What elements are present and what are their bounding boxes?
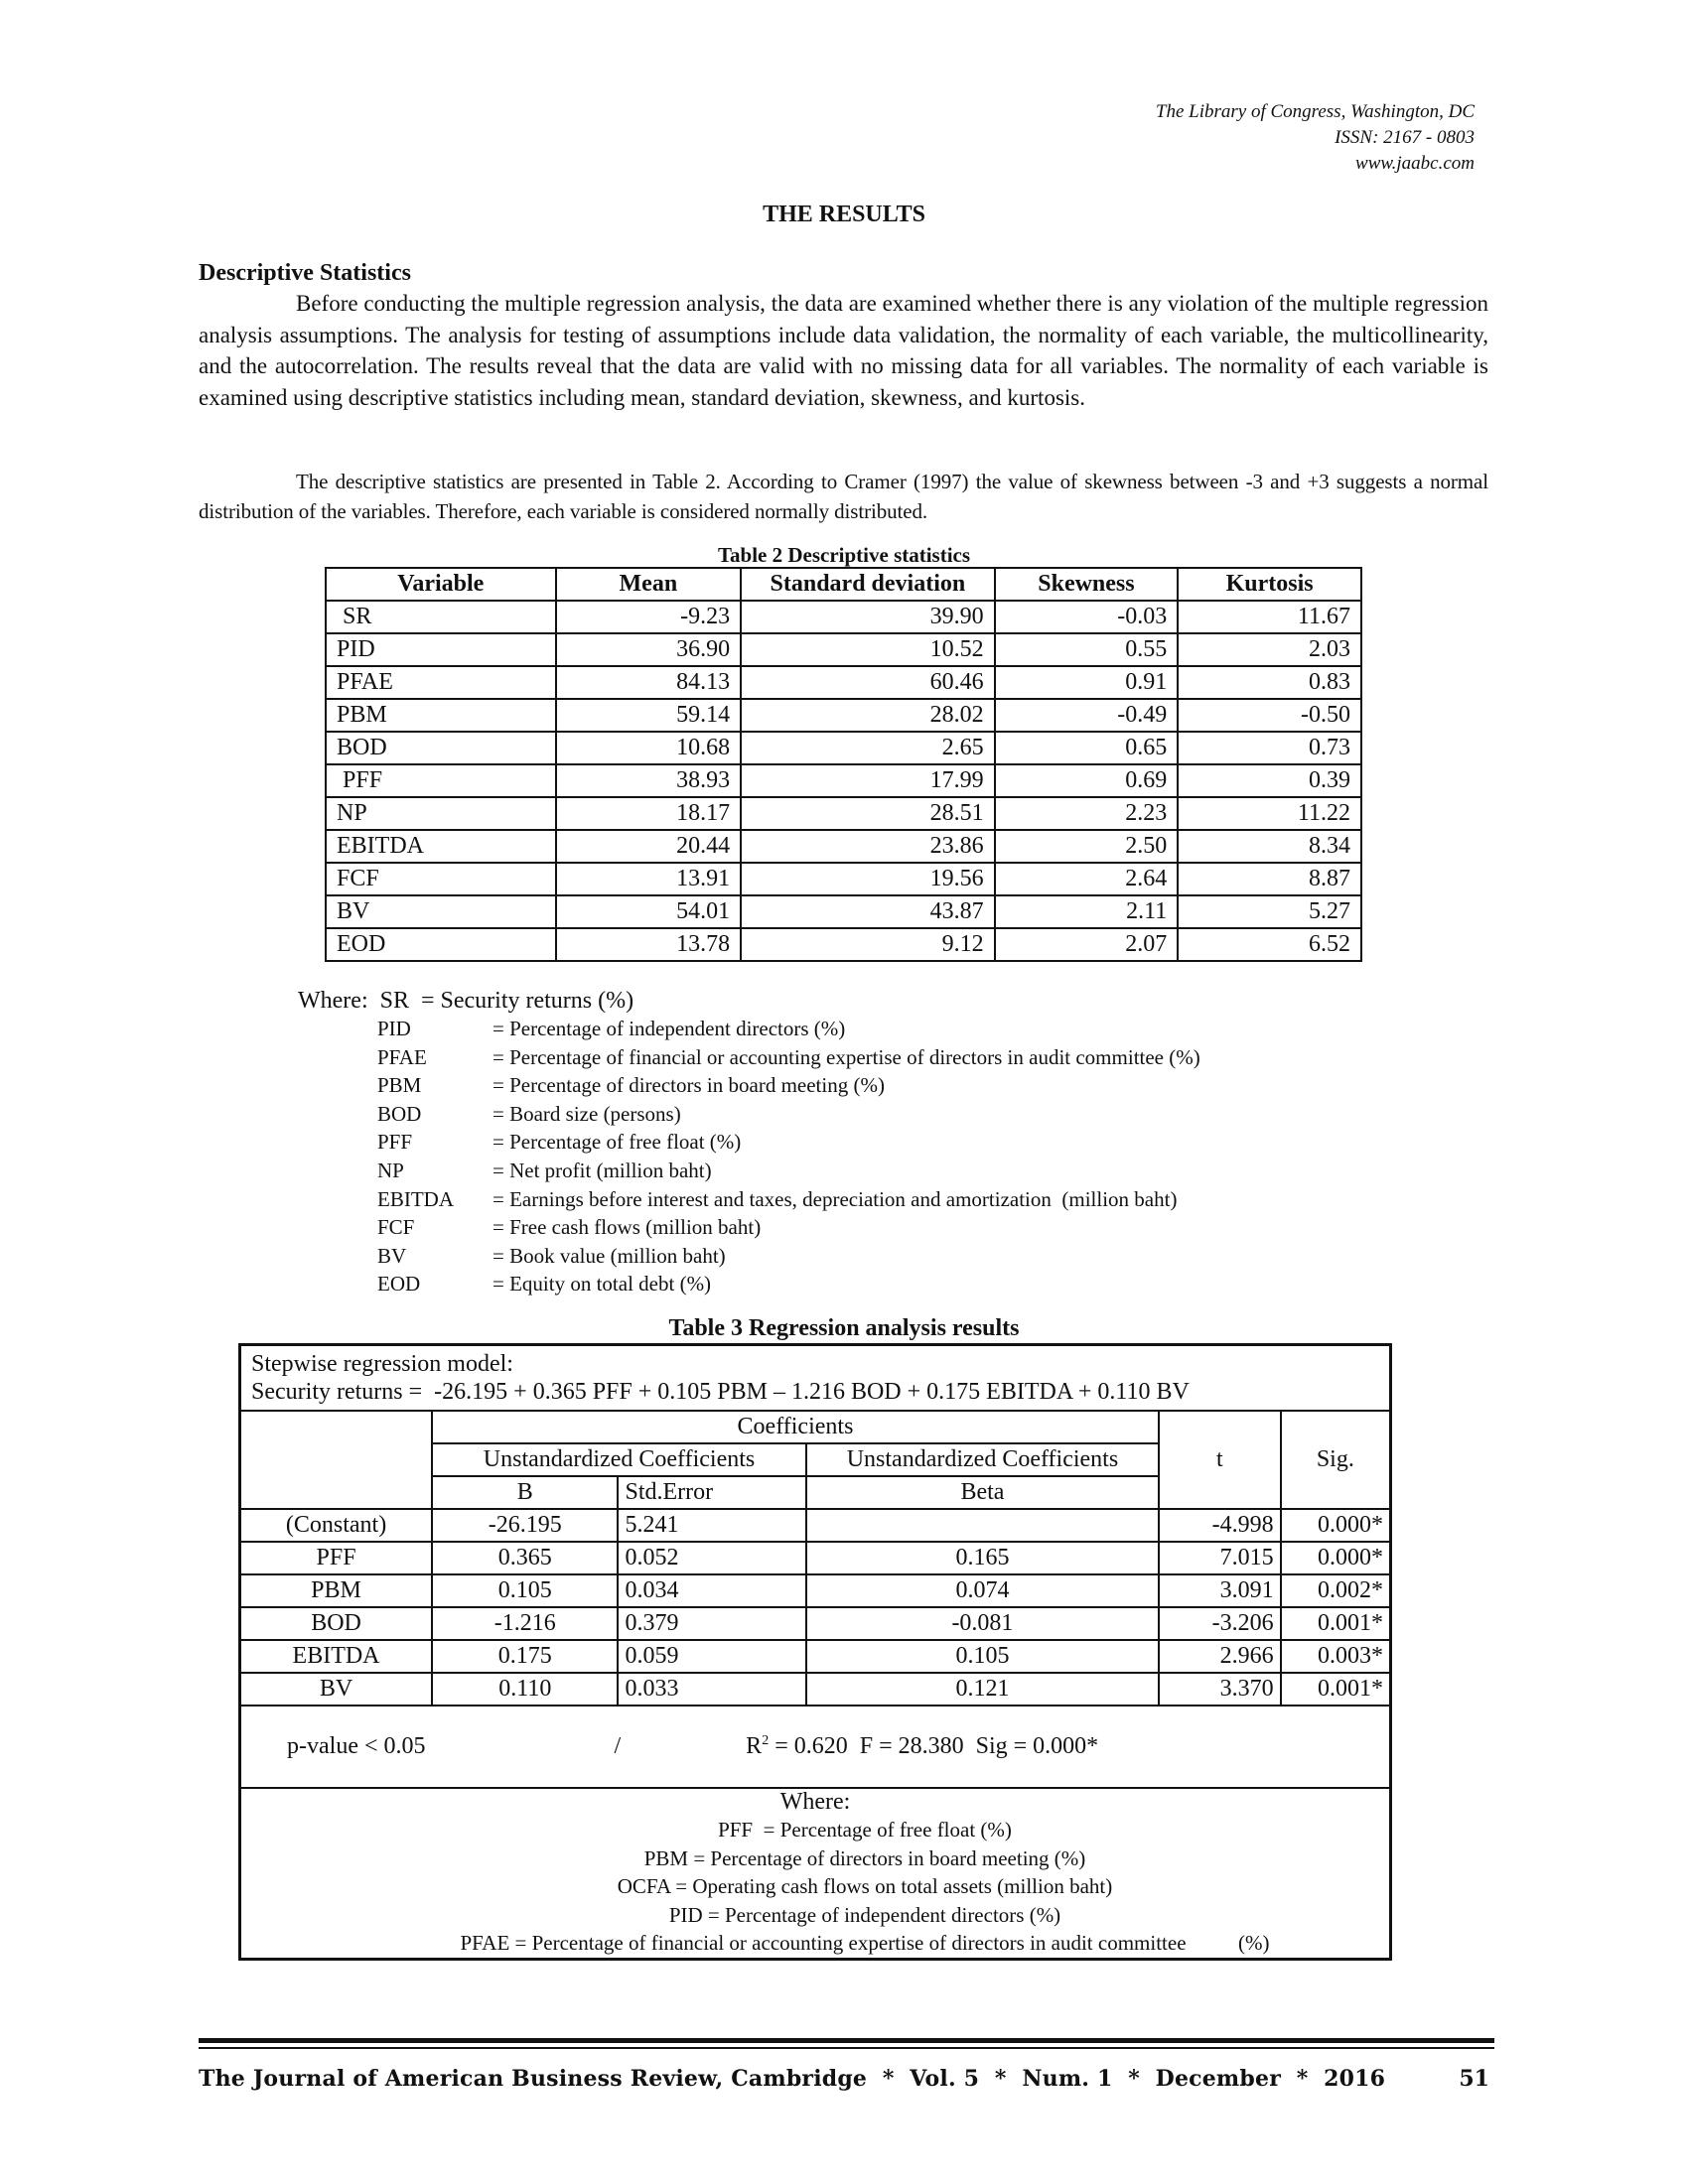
- table2-row: [326, 764, 1361, 797]
- table2-cell-std: 28.51: [741, 797, 994, 830]
- regression-row: [240, 1640, 1391, 1673]
- regression-cell-t: 3.370: [1159, 1673, 1281, 1706]
- table2-cell-variable: PBM: [326, 699, 556, 732]
- legend-definition: = Percentage of directors in board meeting (%): [492, 1073, 885, 1098]
- table2-cell-variable: NP: [326, 797, 556, 830]
- table2-cell-mean: 20.44: [556, 830, 742, 863]
- paragraph-2-text: The descriptive statistics are presented in Table 2. According to Cramer (1997) the value of skewness between -3 and +3 suggests a normal distribution of the variables. Therefore, each variable is considered normally distributed.: [199, 470, 1488, 523]
- regression-cell-var: (Constant): [240, 1509, 433, 1542]
- regression-cell-beta: 0.165: [806, 1542, 1159, 1574]
- table2-row: [326, 797, 1361, 830]
- regression-cell-sig: 0.001*: [1281, 1607, 1391, 1640]
- table2-cell-std: 9.12: [741, 928, 994, 961]
- regression-cell-b: 0.365: [432, 1542, 618, 1574]
- table2-cell-skewness: 2.11: [995, 895, 1179, 928]
- table2-cell-kurtosis: 6.52: [1178, 928, 1361, 961]
- table2-cell-mean: 36.90: [556, 633, 742, 666]
- table2-row: [326, 830, 1361, 863]
- table2-cell-std: 2.65: [741, 732, 994, 764]
- table2-cell-variable: PID: [326, 633, 556, 666]
- r2-label: R: [746, 1733, 763, 1759]
- regression-cell-t: 7.015: [1159, 1542, 1281, 1574]
- table2-cell-kurtosis: -0.50: [1178, 699, 1361, 732]
- legend-definition: = Percentage of free float (%): [492, 1130, 742, 1155]
- legend-abbreviation: FCF: [377, 1215, 415, 1240]
- regression-cell-var: PFF: [240, 1542, 433, 1574]
- regression-cell-beta: 0.074: [806, 1574, 1159, 1607]
- table2-cell-skewness: 0.69: [995, 764, 1179, 797]
- legend-abbreviation: PBM: [377, 1073, 422, 1098]
- regression-cell-b: -26.195: [432, 1509, 618, 1542]
- regression-cell-se: 0.379: [618, 1607, 806, 1640]
- regression-cell-b: 0.105: [432, 1574, 618, 1607]
- table2-row: [326, 928, 1361, 961]
- stderr-header: Std.Error: [618, 1476, 806, 1509]
- pvalue-row: [240, 1706, 1391, 1788]
- legend-abbreviation: PFAE: [377, 1044, 427, 1069]
- table2-cell-skewness: 0.65: [995, 732, 1179, 764]
- table2-where-line: Where: SR = Security returns (%): [298, 988, 634, 1014]
- table2-cell-kurtosis: 0.83: [1178, 666, 1361, 699]
- regression-cell-se: 5.241: [618, 1509, 806, 1542]
- table3-body: [240, 1509, 1391, 1706]
- table2-row: [326, 666, 1361, 699]
- legend-abbreviation: EOD: [377, 1272, 421, 1297]
- legend-definition: = Free cash flows (million baht): [492, 1215, 762, 1240]
- legend-definition: = Equity on total debt (%): [492, 1272, 712, 1297]
- regression-cell-beta: [806, 1509, 1159, 1542]
- table2-cell-variable: EBITDA: [326, 830, 556, 863]
- table2-cell-mean: 13.78: [556, 928, 742, 961]
- table2-header-row: [326, 568, 1361, 601]
- table2-cell-skewness: 2.50: [995, 830, 1179, 863]
- table2-cell-skewness: 2.64: [995, 863, 1179, 895]
- unstandardized-header-1: Unstandardized Coefficients: [432, 1443, 806, 1476]
- legend-item: [377, 1128, 1200, 1157]
- descriptive-statistics-table: [325, 567, 1362, 962]
- pvalue-slash: /: [614, 1733, 622, 1759]
- table2-cell-skewness: -0.49: [995, 699, 1179, 732]
- legend-definition: = Percentage of financial or accounting expertise of directors in audit committee (%): [492, 1044, 1200, 1069]
- table2-cell-kurtosis: 0.39: [1178, 764, 1361, 797]
- regression-row: [240, 1607, 1391, 1640]
- regression-cell-var: BV: [240, 1673, 433, 1706]
- regression-cell-t: 2.966: [1159, 1640, 1281, 1673]
- notes-list: [247, 1816, 1383, 1958]
- table2-cell-std: 39.90: [741, 601, 994, 633]
- regression-cell-b: 0.110: [432, 1673, 618, 1706]
- note-item: PBM = Percentage of directors in board meeting (%): [643, 1845, 1086, 1870]
- pvalue-text: p-value < 0.05: [287, 1733, 426, 1759]
- table2-row: [326, 732, 1361, 764]
- table2-cell-mean: 59.14: [556, 699, 742, 732]
- table2-row: [326, 699, 1361, 732]
- regression-cell-sig: 0.000*: [1281, 1542, 1391, 1574]
- coefficients-header: Coefficients: [432, 1411, 1159, 1443]
- regression-cell-se: 0.052: [618, 1542, 806, 1574]
- legend-abbreviation: PID: [377, 1017, 411, 1040]
- regression-cell-sig: 0.000*: [1281, 1509, 1391, 1542]
- header-library: The Library of Congress, Washington, DC: [1155, 101, 1475, 122]
- r2-superscript: 2: [762, 1733, 770, 1748]
- legend-item: [377, 1071, 1200, 1100]
- table2-legend: [377, 1015, 1200, 1298]
- regression-cell-t: 3.091: [1159, 1574, 1281, 1607]
- footer-rule-thin: [199, 2047, 1494, 2049]
- section-title: THE RESULTS: [763, 202, 925, 227]
- regression-row: [240, 1673, 1391, 1706]
- legend-item: [377, 1157, 1200, 1185]
- table2-cell-mean: 10.68: [556, 732, 742, 764]
- regression-cell-var: BOD: [240, 1607, 433, 1640]
- table2-cell-variable: PFF: [326, 764, 556, 797]
- table2-cell-variable: SR: [326, 601, 556, 633]
- regression-results-table: [238, 1343, 1392, 1961]
- table2-cell-std: 17.99: [741, 764, 994, 797]
- table2-cell-skewness: 0.55: [995, 633, 1179, 666]
- b-header: B: [432, 1476, 618, 1509]
- table2-cell-mean: 38.93: [556, 764, 742, 797]
- regression-cell-sig: 0.001*: [1281, 1673, 1391, 1706]
- note-item: PFF = Percentage of free float (%): [718, 1818, 1012, 1842]
- table2-cell-std: 43.87: [741, 895, 994, 928]
- footer-rule-thick: [199, 2038, 1494, 2043]
- table2-cell-kurtosis: 8.34: [1178, 830, 1361, 863]
- table2-row: [326, 601, 1361, 633]
- regression-cell-var: EBITDA: [240, 1640, 433, 1673]
- table2-cell-skewness: 2.07: [995, 928, 1179, 961]
- regression-cell-beta: 0.105: [806, 1640, 1159, 1673]
- model-heading: Stepwise regression model:: [251, 1351, 513, 1377]
- notes-where-label: Where:: [779, 1789, 851, 1815]
- legend-item: [377, 1242, 1200, 1271]
- legend-item: [377, 1015, 1200, 1043]
- regression-cell-t: -3.206: [1159, 1607, 1281, 1640]
- journal-header-info: [1156, 99, 1475, 177]
- legend-abbreviation: NP: [377, 1158, 404, 1182]
- regression-cell-se: 0.034: [618, 1574, 806, 1607]
- table2-cell-kurtosis: 5.27: [1178, 895, 1361, 928]
- model-equation: Security returns = -26.195 + 0.365 PFF + 0.105 PBM – 1.216 BOD + 0.175 EBITDA + 0.110 BV: [251, 1379, 1190, 1405]
- blank-header-cell: [240, 1411, 433, 1509]
- legend-abbreviation: EBITDA: [377, 1186, 454, 1211]
- table2-cell-skewness: -0.03: [995, 601, 1179, 633]
- regression-model-cell: [240, 1345, 1391, 1412]
- table2-body: [326, 601, 1361, 961]
- note-item: PFAE = Percentage of financial or accounting expertise of directors in audit committee (%): [460, 1931, 1270, 1955]
- table2-cell-kurtosis: 0.73: [1178, 732, 1361, 764]
- table2-cell-std: 10.52: [741, 633, 994, 666]
- sig-header: Sig.: [1281, 1411, 1391, 1509]
- regression-cell-b: 0.175: [432, 1640, 618, 1673]
- legend-item: [377, 1043, 1200, 1072]
- table2-cell-mean: -9.23: [556, 601, 742, 633]
- beta-header: Beta: [806, 1476, 1159, 1509]
- footer-journal-info: The Journal of American Business Review, Cambridge * Vol. 5 * Num. 1 * December * 2016: [199, 2066, 1386, 2092]
- table2-header-skewness: Skewness: [995, 568, 1179, 601]
- page-number: 51: [1459, 2066, 1489, 2092]
- regression-cell-var: PBM: [240, 1574, 433, 1607]
- legend-item: [377, 1213, 1200, 1242]
- regression-row: [240, 1509, 1391, 1542]
- table2-cell-variable: EOD: [326, 928, 556, 961]
- subsection-heading: Descriptive Statistics: [199, 260, 411, 286]
- legend-definition: = Book value (million baht): [492, 1243, 726, 1268]
- legend-definition: = Board size (persons): [492, 1101, 681, 1126]
- table2-cell-mean: 54.01: [556, 895, 742, 928]
- table2-cell-std: 28.02: [741, 699, 994, 732]
- t-header: t: [1159, 1411, 1281, 1509]
- table2-cell-variable: BOD: [326, 732, 556, 764]
- header-issn: ISSN: 2167 - 0803: [1335, 127, 1475, 148]
- table2-cell-variable: PFAE: [326, 666, 556, 699]
- notes-row: [240, 1788, 1391, 1959]
- table2-cell-mean: 84.13: [556, 666, 742, 699]
- paragraph-table2-intro: [199, 467, 1488, 526]
- paragraph-descriptive-intro: [199, 288, 1488, 413]
- note-item: OCFA = Operating cash flows on total assets (million baht): [617, 1874, 1113, 1898]
- regression-cell-se: 0.033: [618, 1673, 806, 1706]
- legend-abbreviation: BOD: [377, 1101, 422, 1126]
- header-website: www.jaabc.com: [1355, 153, 1475, 174]
- table2-row: [326, 895, 1361, 928]
- regression-row: [240, 1574, 1391, 1607]
- regression-row: [240, 1542, 1391, 1574]
- regression-cell-se: 0.059: [618, 1640, 806, 1673]
- table2-header-std: Standard deviation: [741, 568, 994, 601]
- legend-item: [377, 1185, 1200, 1214]
- table2-cell-skewness: 0.91: [995, 666, 1179, 699]
- table2-cell-std: 23.86: [741, 830, 994, 863]
- legend-item: [377, 1270, 1200, 1298]
- table2-header-kurtosis: Kurtosis: [1178, 568, 1361, 601]
- table2-cell-kurtosis: 8.87: [1178, 863, 1361, 895]
- table2-cell-mean: 13.91: [556, 863, 742, 895]
- table2-cell-variable: BV: [326, 895, 556, 928]
- regression-cell-beta: -0.081: [806, 1607, 1159, 1640]
- note-item: PID = Percentage of independent directors (%): [668, 1902, 1061, 1927]
- table2-row: [326, 633, 1361, 666]
- table2-cell-kurtosis: 2.03: [1178, 633, 1361, 666]
- regression-cell-b: -1.216: [432, 1607, 618, 1640]
- table2-cell-std: 60.46: [741, 666, 994, 699]
- regression-cell-beta: 0.121: [806, 1673, 1159, 1706]
- table2-cell-std: 19.56: [741, 863, 994, 895]
- table2-cell-mean: 18.17: [556, 797, 742, 830]
- table2-cell-variable: FCF: [326, 863, 556, 895]
- regression-cell-sig: 0.003*: [1281, 1640, 1391, 1673]
- table2-cell-kurtosis: 11.22: [1178, 797, 1361, 830]
- unstandardized-header-2: Unstandardized Coefficients: [806, 1443, 1159, 1476]
- legend-abbreviation: PFF: [377, 1130, 413, 1155]
- table2-header-variable: Variable: [326, 568, 556, 601]
- legend-definition: = Earnings before interest and taxes, depreciation and amortization (million baht): [492, 1186, 1178, 1211]
- regression-cell-sig: 0.002*: [1281, 1574, 1391, 1607]
- table3-caption: Table 3 Regression analysis results: [668, 1315, 1020, 1341]
- paragraph-1-text: Before conducting the multiple regression analysis, the data are examined whether there is any violation of the multiple regression analysis assumptions. The analysis for testing of assumptions include data validation, the normality of each variable, the multicollinearity, and the autocorrelation. The results reveal that the data are valid with no missing data for all variables. The normality of each variable is examined using descriptive statistics including mean, standard deviation, skewness, and kurtosis.: [199, 291, 1488, 410]
- legend-definition: = Net profit (million baht): [492, 1158, 712, 1182]
- legend-item: [377, 1100, 1200, 1129]
- table2-cell-skewness: 2.23: [995, 797, 1179, 830]
- legend-abbreviation: BV: [377, 1243, 407, 1268]
- table2-caption: Table 2 Descriptive statistics: [717, 543, 971, 567]
- regression-cell-t: -4.998: [1159, 1509, 1281, 1542]
- model-fit-stats: = 0.620 F = 28.380 Sig = 0.000*: [769, 1733, 1099, 1759]
- legend-definition: = Percentage of independent directors (%): [492, 1017, 846, 1040]
- table2-row: [326, 863, 1361, 895]
- table2-cell-kurtosis: 11.67: [1178, 601, 1361, 633]
- table2-header-mean: Mean: [556, 568, 742, 601]
